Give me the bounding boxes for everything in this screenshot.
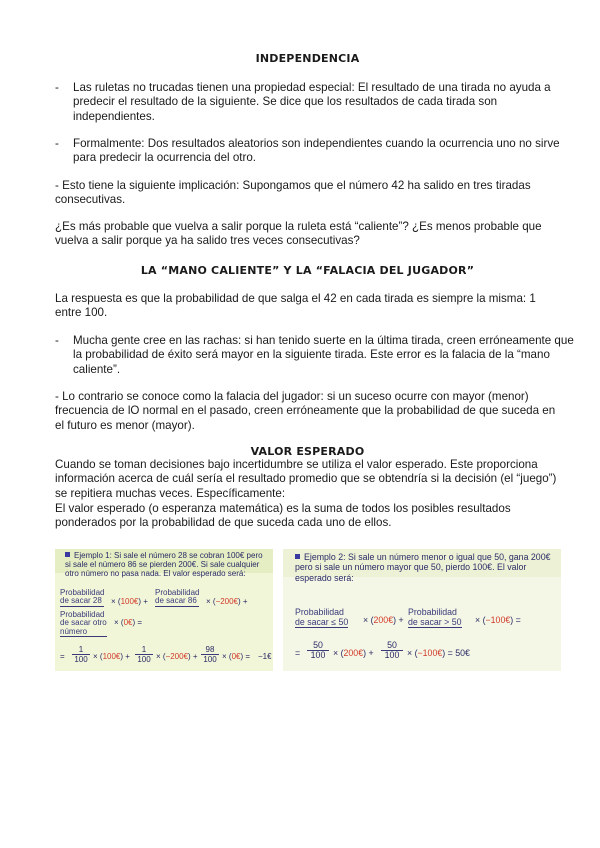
ex1-label-line: número (60, 628, 107, 637)
ex1-times-3: × (0€) = (222, 652, 251, 661)
paragraph-pregunta: ¿Es más probable que vuelva a salir porque la ruleta está “caliente”? ¿Es menos probable que vuelva a salir porque ya ha salido tres veces consecutivas? (55, 220, 542, 248)
square-bullet-icon (65, 552, 70, 557)
bullet-rachas (55, 334, 578, 377)
ex1-label-line: Probabilidad (60, 588, 105, 597)
example-2-title-text: Ejemplo 2: Si sale un número menor o igual que 50, gana 200€ pero si sale un número mayor que 50, pierdo 100€. El valor esperado será: (295, 552, 551, 583)
ex2-label-probA (295, 607, 348, 628)
ex2-label-line: Probabilidad (295, 607, 344, 617)
ex2-times-2: × (−100€) = 50€ (407, 648, 470, 658)
ex1-label-line: de sacar otro (60, 618, 107, 628)
paragraph-implicacion: - Esto tiene la siguiente implicación: Supongamos que el número 42 ha salido en tres tiradas consecutivas. (55, 179, 531, 207)
heading-mano-caliente: LA “MANO CALIENTE” Y LA “FALACIA DEL JUGADOR” (140, 264, 475, 277)
bullet-text: Formalmente: Dos resultados aleatorios son independientes cuando la ocurrencia uno no sirve para predecir la ocurrencia del otro. (73, 137, 560, 165)
ex1-fraction-1 (72, 645, 90, 664)
numerator: 1 (72, 645, 90, 655)
ex1-label-prob86 (155, 589, 199, 607)
denominator: 100 (203, 655, 217, 664)
ex2-fraction-1 (307, 641, 329, 660)
ex1-result: −1€ (258, 652, 272, 661)
bullet-formalmente (55, 137, 578, 166)
example-2-box (283, 549, 561, 671)
ex2-term-200: × (200€) + (363, 615, 404, 625)
paragraph-valor-esperado-intro: Cuando se toman decisiones bajo incertidumbre se utiliza el valor esperado. Este proporciona información acerca de cuál sería el resultado promedio que se obtendría si la decisión (el “juego”) se repitiera muchas veces. Específicamente: (55, 458, 557, 500)
denominator: 100 (137, 655, 151, 664)
ex2-label-line: de sacar ≤ 50 (295, 617, 349, 627)
ex2-equals: = (295, 648, 301, 658)
paragraph-falacia-jugador: - Lo contrario se conoce como la falacia del jugador: si un suceso ocurre con mayor (menor) frecuencia de lO normal en el pasado, creen erróneamente que la probabilidad de que suceda en el futuro es menor (mayor). (55, 390, 556, 432)
ex1-label-prob-other (60, 611, 107, 637)
bullet-dash: - (55, 81, 59, 94)
ex1-term-neg200: × (−200€) + (206, 597, 248, 606)
ex1-term-100: × (100€) + (111, 597, 148, 606)
ex1-label-prob28 (60, 589, 104, 607)
heading-independencia: INDEPENDENCIA (255, 52, 360, 65)
ex1-term-0: × (0€) = (114, 618, 143, 627)
paragraph-respuesta: La respuesta es que la probabilidad de que salga el 42 en cada tirada es siempre la misma: 1 entre 100. (55, 292, 536, 320)
numerator: 50 (381, 641, 403, 651)
ex1-fraction-3 (201, 645, 219, 664)
paragraph-valor-esperado-definicion: El valor esperado (o esperanza matemática) es la suma de todos los posibles resultados ponderados por la probabilidad de que suceda cada uno de ellos. (55, 502, 511, 530)
ex1-times-2: × (−200€) + (156, 652, 198, 661)
ex2-fraction-2 (381, 641, 403, 660)
ex1-label-line: Probabilidad (155, 588, 200, 597)
ex2-times-1: × (200€) + (333, 648, 374, 658)
ex1-fraction-2 (135, 645, 153, 664)
ex1-equals: = (60, 652, 65, 661)
bullet-ruletas (55, 81, 578, 124)
bullet-dash: - (55, 137, 59, 150)
square-bullet-icon (295, 554, 300, 559)
ex2-label-line: de sacar > 50 (408, 617, 462, 627)
denominator: 100 (310, 650, 326, 660)
ex2-label-probB (408, 607, 462, 628)
example-1-title (65, 551, 267, 579)
ex1-label-line: Probabilidad (60, 610, 105, 619)
example-1-box (55, 549, 273, 671)
heading-valor-esperado: VALOR ESPERADO (250, 445, 365, 458)
denominator: 100 (74, 655, 88, 664)
numerator: 1 (135, 645, 153, 655)
bullet-text: Mucha gente cree en las rachas: si han tenido suerte en la última tirada, creen erróneamente que la probabilidad de éxito será mayor en la siguiente tirada. Este error es la falacia de la “mano caliente”. (73, 334, 574, 376)
ex1-label-line: de sacar 86 (155, 597, 199, 606)
example-2-title (295, 552, 555, 583)
denominator: 100 (384, 650, 400, 660)
ex1-times-1: × (100€) + (93, 652, 130, 661)
example-1-title-text: Ejemplo 1: Si sale el número 28 se cobran 100€ pero si sale el número 86 se pierden 200€. Si sale cualquier otro número no pasa nada. El valor esperado será: (65, 551, 263, 579)
numerator: 98 (201, 645, 219, 655)
numerator: 50 (307, 641, 329, 651)
ex2-label-line: Probabilidad (408, 607, 457, 617)
ex2-term-neg100: × (−100€) = (475, 615, 521, 625)
ex1-label-line: de sacar 28 (60, 597, 104, 606)
bullet-text: Las ruletas no trucadas tienen una propiedad especial: El resultado de una tirada no ayuda a predecir el resultado de la siguiente. Se dice que los resultados de cada tirada son independientes. (73, 81, 551, 123)
bullet-dash: - (55, 334, 59, 347)
